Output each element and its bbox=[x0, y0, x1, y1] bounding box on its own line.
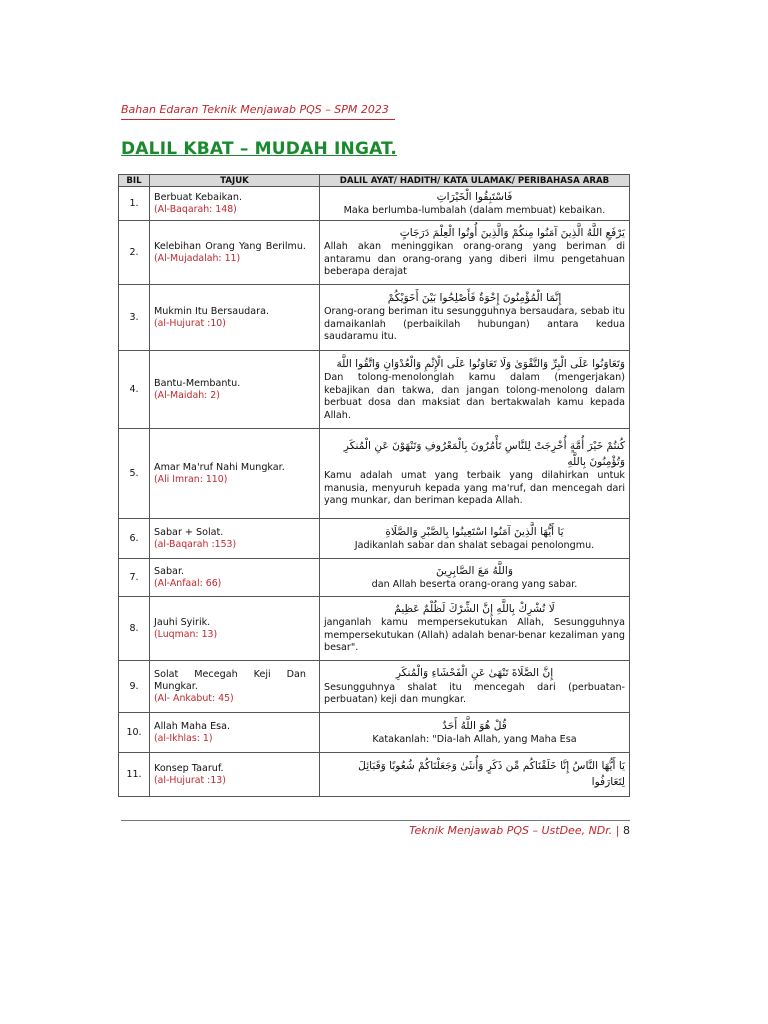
table-row bbox=[119, 351, 630, 429]
row-dalil bbox=[320, 519, 630, 559]
row-dalil bbox=[320, 429, 630, 519]
tajuk-text: Solat Mecegah Keji Dan Mungkar. bbox=[154, 668, 306, 692]
arabic-verse: فَاسْتَبِقُوا الْخَيْرَاتِ bbox=[436, 190, 513, 203]
arabic-verse: يَا أَيُّهَا النَّاسُ إِنَّا خَلَقْنَاكُم مِّن ذَكَرٍ وَأُنثَىٰ وَجَعَلْنَاكُمْ شُعُوبًا وَقَبَائِلَ لِتَعَارَفُوا bbox=[358, 760, 625, 788]
tajuk-text: Sabar. bbox=[154, 565, 185, 577]
arabic-verse: إِنَّمَا الْمُؤْمِنُونَ إِخْوَةٌ فَأَصْلِحُوا بَيْنَ أَخَوَيْكُمْ bbox=[387, 292, 562, 305]
row-tajuk bbox=[150, 187, 320, 221]
surah-reference: (al-Hujurat :13) bbox=[154, 774, 226, 786]
table-row bbox=[119, 519, 630, 559]
row-number: 2. bbox=[119, 221, 150, 285]
verse-meaning: janganlah kamu mempersekutukan Allah, Sesungguhnya mempersekutukan (Allah) adalah benar-benar kezaliman yang besar". bbox=[324, 617, 625, 654]
row-number: 8. bbox=[119, 597, 150, 661]
table-row bbox=[119, 559, 630, 597]
tajuk-text: Sabar + Solat. bbox=[154, 526, 224, 538]
surah-reference: (Al-Mujadalah: 11) bbox=[154, 252, 241, 264]
arabic-verse: كُنتُمْ خَيْرَ أُمَّةٍ أُخْرِجَتْ لِلنَّاسِ تَأْمُرُونَ بِالْمَعْرُوفِ وَتَنْهَوْنَ عَنِ الْمُنكَرِ وَتُؤْمِنُونَ بِاللَّهِ bbox=[343, 440, 625, 468]
page-title: DALIL KBAT – MUDAH INGAT. bbox=[121, 139, 398, 159]
verse-meaning: Dan tolong-menolonglah kamu dalam (mengerjakan) kebajikan dan takwa, dan jangan tolong-menolong dalam berbuat dosa dan maksiat dan bertakwalah kamu kepada Allah. bbox=[324, 372, 625, 421]
tajuk-text: Berbuat Kebaikan. bbox=[154, 191, 243, 203]
verse-meaning: Katakanlah: "Dia-lah Allah, yang Maha Esa bbox=[372, 733, 577, 745]
row-dalil bbox=[320, 597, 630, 661]
verse-meaning: Maka berlumba-lumbalah (dalam membuat) kebaikan. bbox=[343, 204, 606, 216]
row-dalil bbox=[320, 187, 630, 221]
surah-reference: (Al-Anfaal: 66) bbox=[154, 577, 222, 589]
tajuk-text: Allah Maha Esa. bbox=[154, 720, 231, 732]
verse-meaning: Orang-orang beriman itu sesungguhnya bersaudara, sebab itu damaikanlah (perbaikilah hubungan) antara kedua saudaramu itu. bbox=[324, 306, 625, 343]
table-row bbox=[119, 221, 630, 285]
column-header-tajuk: TAJUK bbox=[150, 175, 320, 187]
verse-meaning: Allah akan meninggikan orang-orang yang beriman di antaramu dan orang-orang yang diberi ilmu pengetahuan beberapa derajat bbox=[324, 241, 625, 278]
verse-meaning: Sesungguhnya shalat itu mencegah dari (perbuatan-perbuatan) keji dan mungkar. bbox=[324, 681, 625, 706]
arabic-verse: إِنَّ الصَّلَاةَ تَنْهَىٰ عَنِ الْفَحْشَاءِ وَالْمُنكَرِ bbox=[395, 667, 554, 680]
row-number: 9. bbox=[119, 661, 150, 713]
surah-reference: (Ali Imran: 110) bbox=[154, 473, 228, 485]
verse-meaning: Jadikanlah sabar dan shalat sebagai penolongmu. bbox=[354, 539, 595, 551]
arabic-verse: يَا أَيُّهَا الَّذِينَ آمَنُوا اسْتَعِينُوا بِالصَّبْرِ وَالصَّلَاةِ bbox=[385, 525, 564, 538]
table-row bbox=[119, 187, 630, 221]
row-number: 5. bbox=[119, 429, 150, 519]
tajuk-text: Amar Ma'ruf Nahi Mungkar. bbox=[154, 461, 285, 473]
table-row bbox=[119, 285, 630, 351]
arabic-verse: وَاللَّهُ مَعَ الصَّابِرِينَ bbox=[436, 564, 513, 577]
row-tajuk bbox=[150, 285, 320, 351]
surah-reference: (Al-Baqarah: 148) bbox=[154, 203, 237, 215]
document-header: Bahan Edaran Teknik Menjawab PQS – SPM 2023 bbox=[121, 103, 389, 116]
row-number: 3. bbox=[119, 285, 150, 351]
row-tajuk bbox=[150, 221, 320, 285]
row-tajuk bbox=[150, 351, 320, 429]
surah-reference: (al-Hujurat :10) bbox=[154, 317, 226, 329]
verse-meaning: dan Allah beserta orang-orang yang sabar. bbox=[371, 578, 578, 590]
column-header-dalil: DALIL AYAT/ HADITH/ KATA ULAMAK/ PERIBAHASA ARAB bbox=[320, 175, 630, 187]
row-dalil bbox=[320, 221, 630, 285]
row-dalil bbox=[320, 661, 630, 713]
surah-reference: (Al- Ankabut: 45) bbox=[154, 692, 234, 704]
table-row bbox=[119, 661, 630, 713]
tajuk-text: Jauhi Syirik. bbox=[154, 616, 211, 628]
header-underline bbox=[121, 119, 395, 120]
tajuk-text: Bantu-Membantu. bbox=[154, 377, 241, 389]
table-header-row bbox=[119, 175, 630, 187]
table-row bbox=[119, 597, 630, 661]
tajuk-text: Konsep Taaruf. bbox=[154, 762, 224, 774]
row-number: 10. bbox=[119, 713, 150, 753]
tajuk-text: Kelebihan Orang Yang Berilmu. bbox=[154, 240, 306, 252]
row-tajuk bbox=[150, 519, 320, 559]
row-tajuk bbox=[150, 429, 320, 519]
arabic-verse: يَرْفَعِ اللَّهُ الَّذِينَ آمَنُوا مِنكُمْ وَالَّذِينَ أُوتُوا الْعِلْمَ دَرَجَاتٍ bbox=[399, 227, 625, 240]
arabic-verse: لَا تُشْرِكْ بِاللَّهِ إِنَّ الشِّرْكَ لَظُلْمٌ عَظِيمٌ bbox=[394, 603, 555, 616]
document-footer bbox=[409, 824, 630, 837]
row-number: 4. bbox=[119, 351, 150, 429]
row-tajuk bbox=[150, 753, 320, 797]
row-number: 11. bbox=[119, 753, 150, 797]
surah-reference: (al-Baqarah :153) bbox=[154, 538, 237, 550]
row-tajuk bbox=[150, 661, 320, 713]
arabic-verse: وَتَعَاوَنُوا عَلَى الْبِرِّ وَالتَّقْوَىٰ وَلَا تَعَاوَنُوا عَلَى الْإِثْمِ وَالْعُدْوَانِ وَاتَّقُوا اللَّهَ bbox=[336, 357, 625, 370]
row-tajuk bbox=[150, 597, 320, 661]
arabic-verse: قُلْ هُوَ اللَّهُ أَحَدٌ bbox=[442, 719, 507, 732]
page-number: 8 bbox=[623, 824, 630, 837]
row-dalil bbox=[320, 753, 630, 797]
row-number: 7. bbox=[119, 559, 150, 597]
row-tajuk bbox=[150, 559, 320, 597]
surah-reference: (al-Ikhlas: 1) bbox=[154, 732, 213, 744]
dalil-table bbox=[118, 174, 630, 797]
row-number: 1. bbox=[119, 187, 150, 221]
row-dalil bbox=[320, 285, 630, 351]
footer-divider bbox=[121, 820, 630, 821]
surah-reference: (Luqman: 13) bbox=[154, 628, 218, 640]
row-tajuk bbox=[150, 713, 320, 753]
row-dalil bbox=[320, 351, 630, 429]
surah-reference: (Al-Maidah: 2) bbox=[154, 389, 220, 401]
row-dalil bbox=[320, 713, 630, 753]
column-header-bil: BIL bbox=[119, 175, 150, 187]
row-dalil bbox=[320, 559, 630, 597]
table-row bbox=[119, 753, 630, 797]
footer-text: Teknik Menjawab PQS – UstDee, NDr. | bbox=[409, 824, 620, 837]
table-row bbox=[119, 713, 630, 753]
verse-meaning: Kamu adalah umat yang terbaik yang dilahirkan untuk manusia, menyuruh kepada yang ma'ruf, dan mencegah dari yang munkar, dan beriman kepada Allah. bbox=[324, 470, 625, 507]
tajuk-text: Mukmin Itu Bersaudara. bbox=[154, 305, 270, 317]
table-row bbox=[119, 429, 630, 519]
row-number: 6. bbox=[119, 519, 150, 559]
